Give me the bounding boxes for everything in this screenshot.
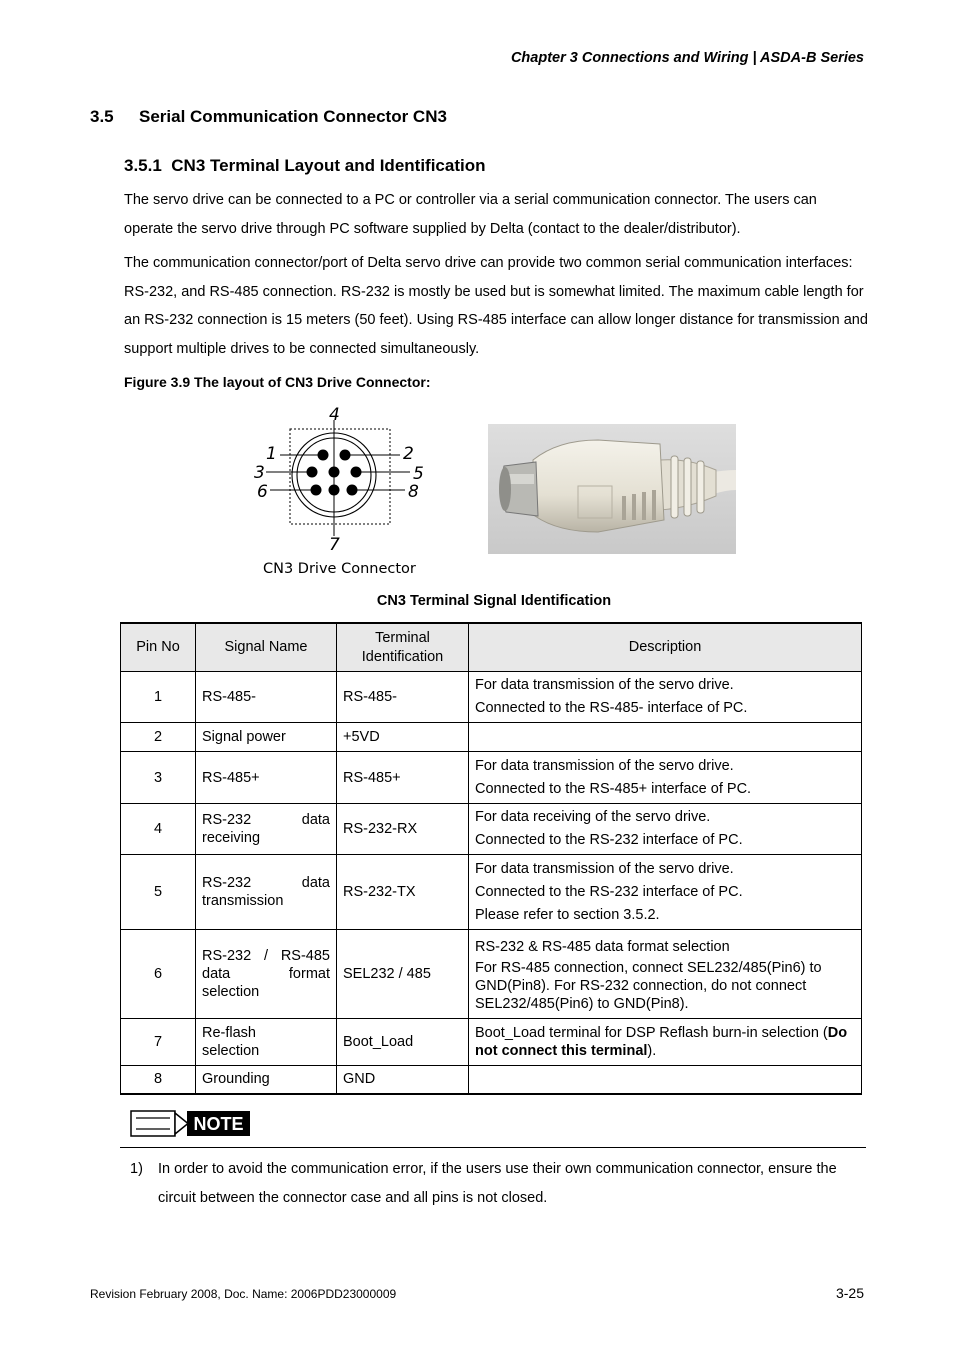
table-row	[121, 930, 862, 1019]
note-item-number: 1)	[130, 1161, 143, 1177]
pin-8	[347, 485, 358, 496]
description-line: Connected to the RS-485- interface of PC.	[475, 700, 748, 716]
description-line: RS-232 & RS-485 data format selection	[475, 938, 730, 955]
cell-description	[469, 672, 862, 723]
pin-label-5: 5	[413, 464, 424, 484]
pin-label-4: 4	[329, 405, 340, 425]
cell-pin: 4	[121, 804, 196, 855]
pin-label-7: 7	[329, 535, 340, 552]
note-divider	[120, 1147, 866, 1148]
section-heading	[90, 107, 447, 127]
note-badge	[130, 1109, 252, 1139]
pin-2	[340, 450, 351, 461]
cn3-pin-diagram	[250, 402, 440, 552]
cell-terminal: +5VD	[337, 723, 469, 752]
cell-terminal: SEL232 / 485	[337, 930, 469, 1019]
connector-caption: CN3 Drive Connector	[263, 561, 416, 577]
description-line	[475, 1024, 855, 1060]
cell-terminal: RS-232-TX	[337, 855, 469, 930]
cell-signal: RS-485-	[196, 672, 337, 723]
cell-pin: 8	[121, 1066, 196, 1094]
note-label: NOTE	[193, 1114, 244, 1134]
table-row	[121, 855, 862, 930]
pin-6	[311, 485, 322, 496]
description-text: ).	[647, 1043, 657, 1059]
header-terminal: Terminal Identification	[337, 623, 469, 672]
table-row	[121, 1066, 862, 1094]
cell-pin: 7	[121, 1019, 196, 1066]
cell-pin: 6	[121, 930, 196, 1019]
connector-outline	[290, 429, 390, 524]
header-pin: Pin No	[121, 623, 196, 672]
header-description: Description	[469, 623, 862, 672]
cell-pin: 2	[121, 723, 196, 752]
running-header: Chapter 3 Connections and Wiring | ASDA-B Series	[510, 50, 864, 66]
cell-description	[469, 855, 862, 930]
description-line: For data transmission of the servo drive.	[475, 757, 734, 774]
cell-pin: 5	[121, 855, 196, 930]
table-row	[121, 752, 862, 804]
table-row	[121, 723, 862, 752]
paragraph-interfaces: The communication connector/port of Delta servo drive can provide two common serial communication interfaces: RS-232, and RS-485 connection. RS-232 is mostly be used but is somewhat limited. The maximum cable length for an RS-232 connection is 15 meters (50 feet). Using RS-485 interface can allow longer distance for transmission and support multiple drives to be connected simultaneously.	[124, 255, 868, 358]
pin-label-2: 2	[403, 444, 414, 464]
cell-terminal: GND	[337, 1066, 469, 1094]
cell-terminal: Boot_Load	[337, 1019, 469, 1066]
signal-table	[120, 622, 862, 1095]
pin-5	[351, 467, 362, 478]
subsection-title: CN3 Terminal Layout and Identification	[171, 156, 486, 175]
pin-label-6: 6	[257, 482, 268, 502]
description-line: Please refer to section 3.5.2.	[475, 906, 660, 923]
section-number: 3.5	[90, 107, 114, 126]
cell-signal: Signal power	[196, 723, 337, 752]
cell-description	[469, 752, 862, 804]
pin-label-1: 1	[266, 444, 277, 464]
description-line: Connected to the RS-232 interface of PC.	[475, 883, 743, 900]
pin-7	[329, 485, 340, 496]
cell-description	[469, 804, 862, 855]
cell-terminal: RS-485-	[337, 672, 469, 723]
footer-revision: Revision February 2008, Doc. Name: 2006PDD23000009	[90, 1287, 397, 1301]
cell-signal: RS-485+	[196, 752, 337, 804]
pin-label-3: 3	[254, 463, 265, 483]
cell-description	[469, 1066, 862, 1094]
table-row	[121, 672, 862, 723]
paragraph-intro: The servo drive can be connected to a PC or controller via a serial communication connector. The users can operate the servo drive through PC software supplied by Delta (contact to the dealer/distributor).	[124, 192, 817, 237]
description-line: For data receiving of the servo drive.	[475, 809, 711, 825]
cell-description	[469, 723, 862, 752]
cell-signal: RS-232 data transmission	[196, 855, 337, 930]
table-header-row	[121, 623, 862, 672]
cell-terminal: RS-485+	[337, 752, 469, 804]
note-item-text: In order to avoid the communication error, if the users use their own communication connector, ensure the circuit between the connector case and all pins is not closed.	[158, 1161, 837, 1206]
table-caption: CN3 Terminal Signal Identification	[376, 593, 612, 609]
subsection-heading	[124, 156, 485, 176]
pin-3	[307, 467, 318, 478]
cell-signal: Re-flash selection	[196, 1019, 337, 1066]
cn3-connector-photo	[488, 424, 736, 554]
table-row	[121, 804, 862, 855]
page-number: 3-25	[835, 1285, 864, 1301]
cell-signal: RS-232 data receiving	[196, 804, 337, 855]
note-pencil-icon	[131, 1111, 175, 1136]
cell-description	[469, 1019, 862, 1066]
pin-label-8: 8	[408, 482, 419, 502]
figure-caption: Figure 3.9 The layout of CN3 Drive Connector:	[124, 374, 431, 390]
description-line: For data transmission of the servo drive.	[475, 860, 734, 877]
warning-text: Do not connect this terminal	[475, 1025, 848, 1059]
cell-pin: 3	[121, 752, 196, 804]
cell-terminal: RS-232-RX	[337, 804, 469, 855]
table-row	[121, 1019, 862, 1066]
note-item	[130, 1155, 860, 1212]
pin-4	[329, 467, 340, 478]
description-text: Boot_Load terminal for DSP Reflash burn-in selection (	[475, 1025, 828, 1041]
cell-signal: RS-232 / RS-485 data format selection	[196, 930, 337, 1019]
description-line: Connected to the RS-485+ interface of PC.	[475, 780, 752, 797]
subsection-number: 3.5.1	[124, 156, 162, 175]
pin-1	[318, 450, 329, 461]
description-line: For RS-485 connection, connect SEL232/485(Pin6) to GND(Pin8). For RS-232 connection, do not connect SEL232/485(Pin6) to GND(Pin8).	[475, 959, 822, 1012]
header-signal: Signal Name	[196, 623, 337, 672]
cell-pin: 1	[121, 672, 196, 723]
cell-description	[469, 930, 862, 1019]
description-line: Connected to the RS-232 interface of PC.	[475, 832, 743, 848]
cell-signal: Grounding	[196, 1066, 337, 1094]
description-line: For data transmission of the servo drive.	[475, 677, 734, 693]
section-title: Serial Communication Connector CN3	[139, 107, 447, 126]
